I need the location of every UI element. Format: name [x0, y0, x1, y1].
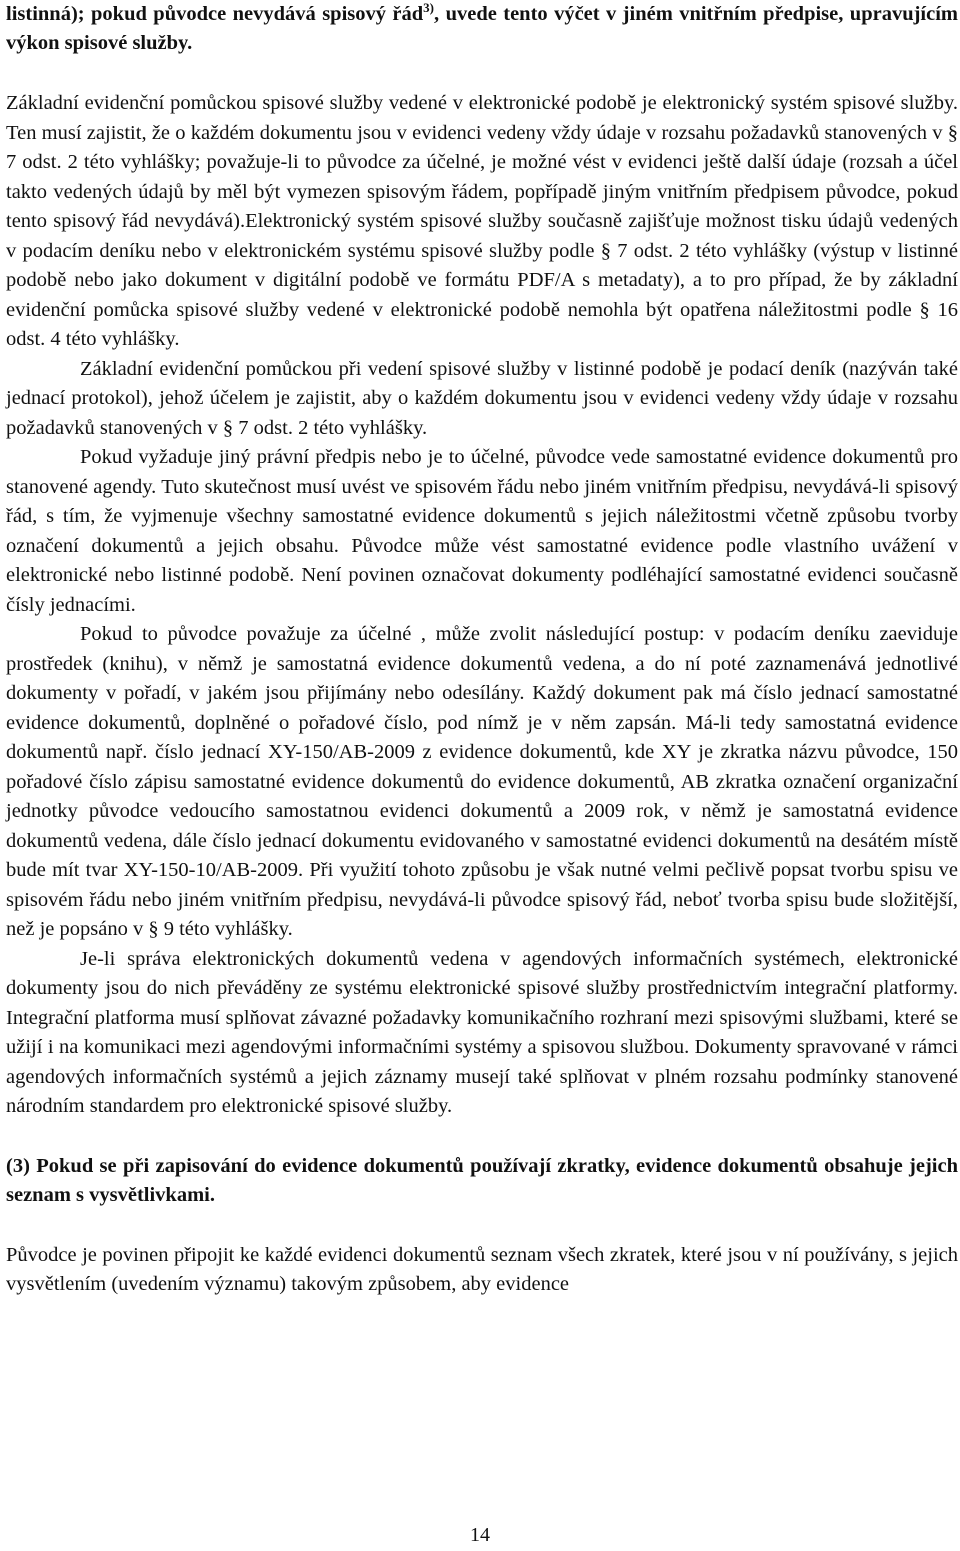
page-number: 14	[470, 1524, 490, 1546]
section-heading: (3) Pokud se při zapisování do evidence dokumentů používají zkratky, evidence dokumentů obsahuje jejich seznam s vysvětlivkami.	[6, 1154, 958, 1206]
opening-bold-text-part-1: listinná); pokud původce nevydává spisový řád	[6, 3, 424, 25]
paragraph-electronic-system-part-2: Elektronický systém spisové služby současně zajišťuje možnost tisku údajů vedených v podacím deníku nebo v elektronickém systému spisové služby podle § 7 odst. 2 této vyhlášky (výstup v listinné podobě nebo jako dokument v digitální podobě ve formátu PDF/A s metadaty), a to pro případ, že by základní evidenční pomůcka spisové služby vedené v elektronické podobě nemohla být opatřena náležitostmi podle § 16 odst. 4 této vyhlášky.	[6, 210, 958, 350]
paragraph-separate-registers: Pokud vyžaduje jiný právní předpis nebo je to účelné, původce vede samostatné evidence dokumentů pro stanovené agendy. Tuto skutečnost musí uvést ve spisovém řádu nebo jiném vnitřním předpisu, nevydává-li spisový řád, s tím, že vyjmenuje všechny samostatné evidence dokumentů s jejich náležitostmi včetně způsobu tvorby označení dokumentů a jejich obsahu. Původce může vést samostatné evidence podle vlastního uvážení v elektronické nebo listinné podobě. Není povinen označovat dokumenty podléhající samostatné evidenci současně čísly jednacími.	[6, 446, 958, 616]
opening-bold-text	[6, 0, 958, 58]
paragraph-electronic-system-part-1: Základní evidenční pomůckou spisové služby vedené v elektronické podobě je elektronický systém spisové služby. Ten musí zajistit, že o každém dokumentu jsou v evidenci vedeny vždy údaje v rozsahu požadavků stanovených v § 7 odst. 2 této vyhlášky; považuje-li to původce za účelné, je možné vést v evidenci ještě další údaje (rozsah a účel takto vedených údajů by měl být vymezen spisovým řádem, popřípadě jiným vnitřním předpisem původce, pokud tento spisový řád nevydává).	[6, 92, 958, 232]
document-page	[6, 0, 958, 1300]
paragraph-abbreviations: Původce je povinen připojit ke každé evidenci dokumentů seznam všech zkratek, které jsou v ní používány, s jejich vysvětlením (uvedením významu) takovým způsobem, aby evidence	[6, 1243, 958, 1295]
paragraph-electronic-system	[6, 89, 958, 355]
paragraph-procedure-example: Pokud to původce považuje za účelné , může zvolit následující postup: v podacím deníku zaeviduje prostředek (knihu), v němž je samostatná evidence dokumentů vedena, a do ní poté zaznamenává jednotlivé dokumenty v pořadí, v jakém jsou přijímány nebo odesílány. Každý dokument pak má číslo jednací samostatné evidence dokumentů, doplněné o pořadové číslo, pod nímž je v něm zapsán. Má-li tedy samostatná evidence dokumentů např. číslo jednací XY-150/AB-2009 z evidence dokumentů, kde XY je zkratka názvu původce, 150 pořadové číslo zápisu samostatné evidence dokumentů do evidence dokumentů, AB zkratka označení organizační jednotky původce vedoucího samostatnou evidenci dokumentů a 2009 rok, v němž je samostatná evidence dokumentů vedena, dále číslo jednací dokumentu evidovaného v samostatné evidenci dokumentů na desátém místě bude mít tvar XY-150-10/AB-2009. Při využití tohoto způsobu je však nutné velmi pečlivě popsat tvorbu spisu ve spisovém řádu nebo jiném vnitřním předpisu, nevydává-li původce spisový řád, neboť tvorba spisu bude složitější, než je popsáno v § 9 této vyhlášky.	[6, 623, 958, 940]
opening-bold-text-part-2: , uvede tento výčet v jiném vnitřním předpise, upravujícím výkon spisové služby.	[6, 3, 958, 54]
footnote-reference: 3)	[423, 0, 435, 16]
paragraph-agenda-systems: Je-li správa elektronických dokumentů vedena v agendových informačních systémech, elektronické dokumenty jsou do nich převáděny ze systému elektronické spisové služby prostřednictvím integrační platformy. Integrační platforma musí splňovat závazné požadavky komunikačního rozhraní mezi spisovými službami, které se užijí i na komunikaci mezi agendovými informačními systémy a spisovou službou. Dokumenty spravované v rámci agendových informačních systémů a jejich záznamy musejí také splňovat v plném rozsahu podmínky stanovené národním standardem pro elektronické spisové služby.	[6, 947, 958, 1117]
paragraph-paper-register: Základní evidenční pomůckou při vedení spisové služby v listinné podobě je podací deník (nazýván také jednací protokol), jehož účelem je zajistit, aby o každém dokumentu jsou v evidenci vedeny vždy údaje v rozsahu požadavků stanovených v § 7 odst. 2 této vyhlášky.	[6, 357, 958, 439]
